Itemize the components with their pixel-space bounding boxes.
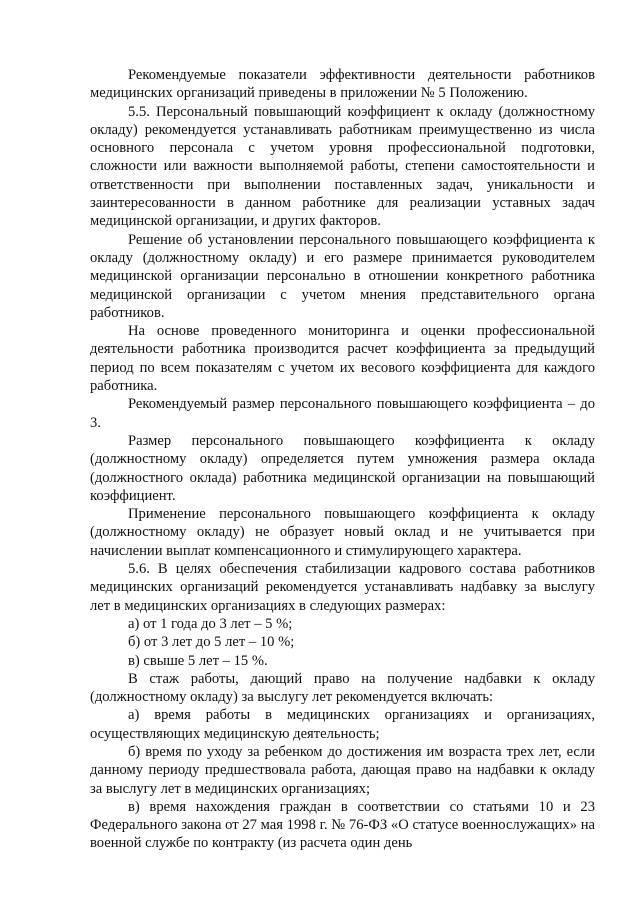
paragraph-monitoring: На основе проведенного мониторинга и оценки профессиональной деятельности работника производится расчет коэффициента за предыдущий период по всем показателям с учетом их весового коэффициента для каждого работника.	[90, 323, 595, 395]
paragraph-application: Применение персонального повышающего коэффициента к окладу (должностному окладу) не образует новый оклад и не учитывается при начислении выплат компенсационного и стимулирующего характера.	[90, 506, 595, 559]
paragraph-recommended-size: Рекомендуемый размер персонального повышающего коэффициента – до 3.	[90, 396, 595, 431]
document-page	[90, 66, 595, 853]
paragraph-item-v: в) время нахождения граждан в соответствии со статьями 10 и 23 Федерального закона от 27 мая 1998 г. № 76-ФЗ «О статусе военнослужащих» на военной службе по контракту (из расчета один день	[90, 798, 595, 852]
paragraph-item-a: а) время работы в медицинских организациях и организациях, осуществляющих медицинскую деятельность;	[90, 707, 595, 742]
list-item: а) от 1 года до 3 лет – 5 %;	[128, 615, 293, 632]
paragraph-5-5: 5.5. Персональный повышающий коэффициент к окладу (должностному окладу) рекомендуется устанавливать работникам преимущественно из числа основного персонала с учетом уровня профессиональной подготовки, сложности или важности выполняемой работы, степени самостоятельности и ответственности при выполнении поставленных задач, уникальности и заинтересованности в данном работнике для реализации уставных задач медицинской организации, и других факторов.	[90, 103, 595, 230]
list-item: в) свыше 5 лет – 15 %.	[128, 652, 268, 669]
paragraph-indicators: Рекомендуемые показатели эффективности деятельности работников медицинских организаций приведены в приложении № 5 Положению.	[90, 67, 595, 102]
paragraph-coefficient-size: Размер персонального повышающего коэффициента к окладу (должностному окладу) определяется путем умножения размера оклада (должностного оклада) работника медицинской организации на повышающий коэффициент.	[90, 432, 595, 504]
paragraph-seniority: В стаж работы, дающий право на получение надбавки к окладу (должностному окладу) за выслугу лет рекомендуется включать:	[90, 670, 595, 706]
paragraph-item-b: б) время по уходу за ребенком до достижения им возраста трех лет, если данному периоду предшествовала работа, дающая право на надбавки к окладу за выслугу лет в медицинских организациях;	[90, 743, 595, 797]
list-item: б) от 3 лет до 5 лет – 10 %;	[128, 634, 295, 651]
paragraph-decision: Решение об установлении персонального повышающего коэффициента к окладу (должностному окладу) и его размере принимается руководителем медицинской организации персонально в отношении конкретного работника медицинской организации с учетом мнения представительного органа работников.	[90, 231, 595, 321]
paragraph-5-6: 5.6. В целях обеспечения стабилизации кадрового состава работников медицинских организаций рекомендуется устанавливать надбавку за выслугу лет в медицинских организациях в следующих размерах:	[90, 561, 595, 614]
